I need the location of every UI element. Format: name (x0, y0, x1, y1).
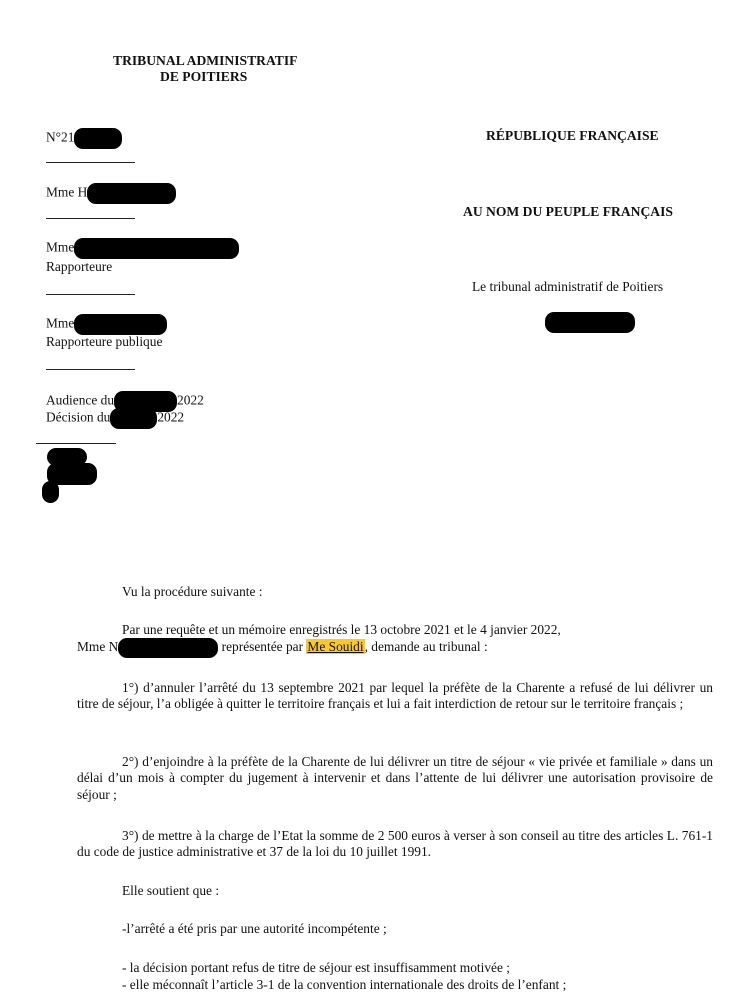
redaction-rapporteur-public (74, 314, 167, 335)
divider-2 (46, 218, 135, 219)
divider-1 (46, 162, 135, 163)
rapporteur-prefix: Mme (46, 239, 75, 255)
rapporteur-role: Rapporteure (46, 259, 113, 274)
plaintiff-ref-prefix: Mme N (77, 639, 119, 655)
rapporteur-public-prefix: Mme (46, 315, 75, 331)
argument-1: -l’arrêté a été pris par une autorité incompétente ; (122, 921, 387, 936)
paragraph-claim-1: 1°) d’annuler l’arrêté du 13 septembre 2021 par lequel la préfète de la Charente a refusé de lui délivrer un titre de séjour, l’a obligée à quitter le territoire français et lui a fait interdiction de retour sur le territoire français ; (77, 680, 713, 712)
rapporteur-public-role: Rapporteure publique (46, 334, 163, 349)
lawyer-name: Me Souidi (307, 639, 364, 655)
tribunal-line: Le tribunal administratif de Poitiers (472, 279, 664, 294)
plaintiff (46, 183, 176, 204)
redaction-decision (110, 408, 157, 429)
request-suffix: , demande au tribunal : (364, 639, 488, 655)
paragraph-claim-3: 3°) de mettre à la charge de l’Etat la somme de 2 500 euros à verser à son conseil au titre des articles L. 761-1 du code de justice administrative et 37 de la loi du 10 juillet 1991. (77, 828, 713, 860)
paragraph-claim-2: 2°) d’enjoindre à la préfète de la Charente de lui délivrer un titre de séjour « vie privée et familiale » dans un délai d’un mois à compter du jugement à intervenir et dans l’attente de lui délivrer une autorisation provisoire de séjour ; (77, 754, 713, 802)
argument-2: - la décision portant refus de titre de séjour est insuffisamment motivée ; (122, 960, 510, 975)
divider-3 (46, 294, 135, 295)
audience-label: Audience du (46, 392, 115, 408)
redaction-plaintiff (87, 183, 176, 204)
redaction-plaintiff-body (118, 638, 218, 658)
rapporteur (46, 238, 239, 259)
republic-heading: RÉPUBLIQUE FRANÇAISE (486, 128, 659, 143)
redaction-rapporteur (74, 238, 239, 259)
redaction-date (545, 312, 635, 333)
case-number (46, 128, 122, 149)
paragraph-request (77, 622, 713, 658)
arguments-intro: Elle soutient que : (122, 883, 220, 898)
redaction-codes-3 (42, 481, 59, 503)
decision-label: Décision du (46, 409, 111, 425)
divider-4 (46, 369, 135, 370)
argument-3: - elle méconnaît l’article 3-1 de la convention internationale des droits de l’enfant ; (122, 977, 567, 992)
people-heading: AU NOM DU PEUPLE FRANÇAIS (463, 204, 673, 219)
divider-5 (36, 443, 116, 444)
court-name-line2: DE POITIERS (160, 69, 248, 84)
case-number-prefix: N°21 (46, 129, 75, 145)
paragraph-request-line2 (77, 638, 713, 658)
court-name-line1: TRIBUNAL ADMINISTRATIF (113, 53, 298, 68)
audience-year: 2022 (177, 392, 204, 408)
rapporteur-public (46, 314, 167, 335)
intro-line: Vu la procédure suivante : (122, 584, 263, 599)
paragraph-request-line1: Par une requête et un mémoire enregistrés le 13 octobre 2021 et le 4 janvier 2022, (122, 622, 561, 637)
redaction-case-number (74, 128, 122, 149)
plaintiff-prefix: Mme H (46, 184, 88, 200)
decision-date (46, 408, 184, 429)
represented-by: représentée par (221, 639, 304, 655)
decision-year: 2022 (157, 409, 185, 425)
